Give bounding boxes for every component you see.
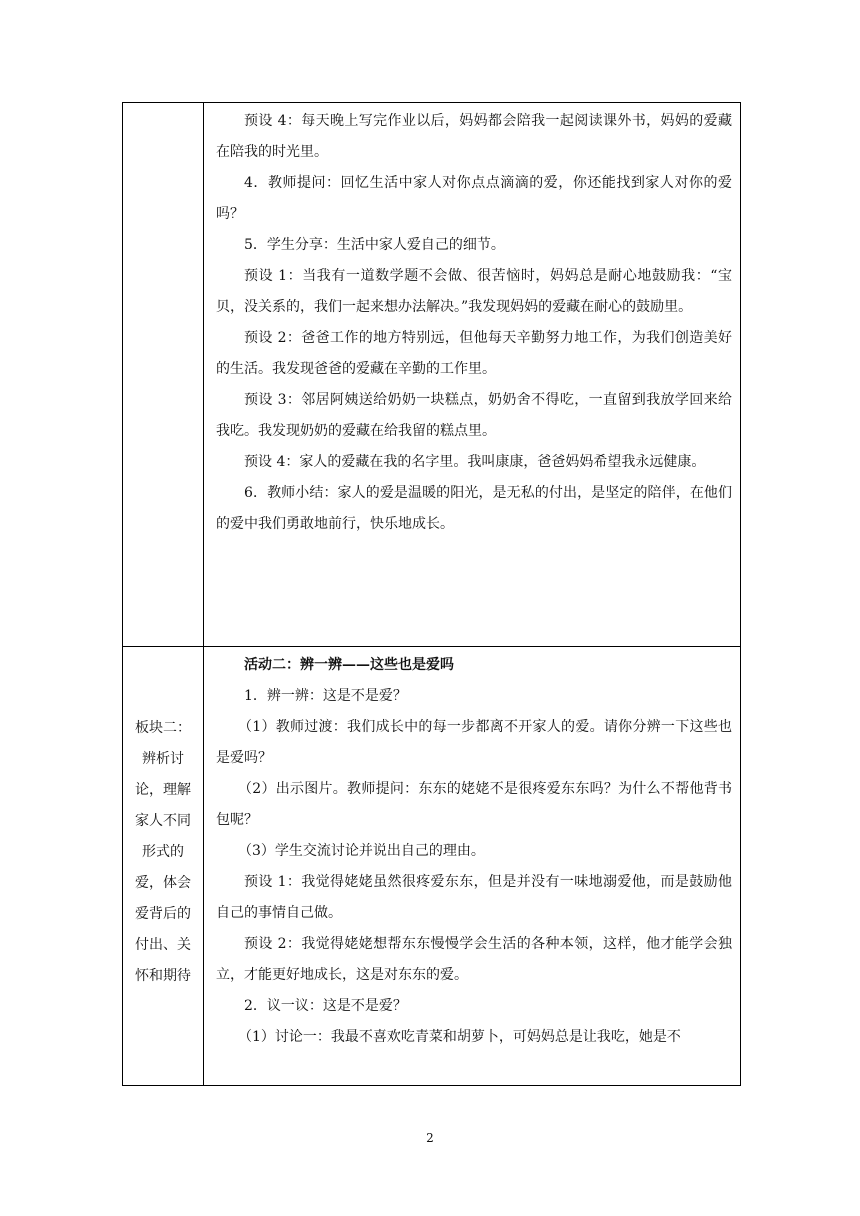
paragraph: 5．学生分享：生活中家人爱自己的细节。 xyxy=(244,237,505,253)
section-label-line: 论，理解 xyxy=(135,782,191,798)
section-label-line: 形式的 xyxy=(142,844,184,860)
lesson-plan-table xyxy=(122,102,741,1086)
section-label-line: 辨析讨 xyxy=(142,751,184,767)
paragraph: （1）教师过渡：我们成长中的每一步都离不开家人的爱。请你分辨一下这些也是爱吗？ xyxy=(216,719,732,766)
section-label-line: 爱，体会 xyxy=(135,875,191,891)
paragraph: 1．辨一辨：这是不是爱？ xyxy=(244,688,407,704)
paragraph: （1）讨论一：我最不喜欢吃青菜和胡萝卜，可妈妈总是让我吃，她是不 xyxy=(238,1029,681,1045)
paragraph: 预设 1：我觉得姥姥虽然很疼爱东东，但是并没有一味地溺爱他，而是鼓励他自己的事情自己做。 xyxy=(216,874,732,921)
section-label-line: 板块二： xyxy=(135,720,191,736)
paragraph: 预设 1：当我有一道数学题不会做、很苦恼时，妈妈总是耐心地鼓励我：“宝贝，没关系的，我们一起来想办法解决。”我发现妈妈的爱藏在耐心的鼓励里。 xyxy=(216,268,732,315)
section-label-line: 家人不同 xyxy=(135,813,191,829)
paragraph: 预设 3：邻居阿姨送给奶奶一块糕点，奶奶舍不得吃，一直留到我放学回来给我吃。我发现奶奶的爱藏在给我留的糕点里。 xyxy=(216,392,732,439)
paragraph: 6．教师小结：家人的爱是温暖的阳光，是无私的付出，是坚定的陪伴，在他们的爱中我们勇敢地前行，快乐地成长。 xyxy=(216,485,732,532)
section-label-line: 爱背后的 xyxy=(135,906,191,922)
page-number: 2 xyxy=(426,1131,434,1145)
paragraph: 预设 4：每天晚上写完作业以后，妈妈都会陪我一起阅读课外书，妈妈的爱藏在陪我的时光里。 xyxy=(216,113,732,160)
paragraph: 预设 2：我觉得姥姥想帮东东慢慢学会生活的各种本领，这样，他才能学会独立，才能更好地成长，这是对东东的爱。 xyxy=(216,936,732,983)
section-label-line: 付出、关 xyxy=(135,937,191,953)
paragraph: （2）出示图片。教师提问：东东的姥姥不是很疼爱东东吗？为什么不帮他背书包呢？ xyxy=(216,781,732,828)
section-label xyxy=(123,647,203,992)
paragraph: 4．教师提问：回忆生活中家人对你点点滴滴的爱，你还能找到家人对你的爱吗？ xyxy=(216,175,732,222)
table-row xyxy=(123,103,741,647)
paragraph: 预设 2：爸爸工作的地方特别远，但他每天辛勤努力地工作，为我们创造美好的生活。我发现爸爸的爱藏在辛勤的工作里。 xyxy=(216,330,732,377)
section-label-line: 怀和期待 xyxy=(135,968,191,984)
paragraph: 预设 4：家人的爱藏在我的名字里。我叫康康，爸爸妈妈希望我永远健康。 xyxy=(244,454,706,470)
paragraph: （3）学生交流讨论并说出自己的理由。 xyxy=(238,843,485,859)
paragraph: 2．议一议：这是不是爱？ xyxy=(244,998,407,1014)
section-label-cell xyxy=(123,103,204,647)
activity-content-cell xyxy=(204,103,741,647)
table-row xyxy=(123,647,741,1086)
section-label-cell xyxy=(123,647,204,1086)
activity-title: 活动二：辨一辨——这些也是爱吗 xyxy=(244,657,454,673)
activity-content-cell xyxy=(204,647,741,1086)
